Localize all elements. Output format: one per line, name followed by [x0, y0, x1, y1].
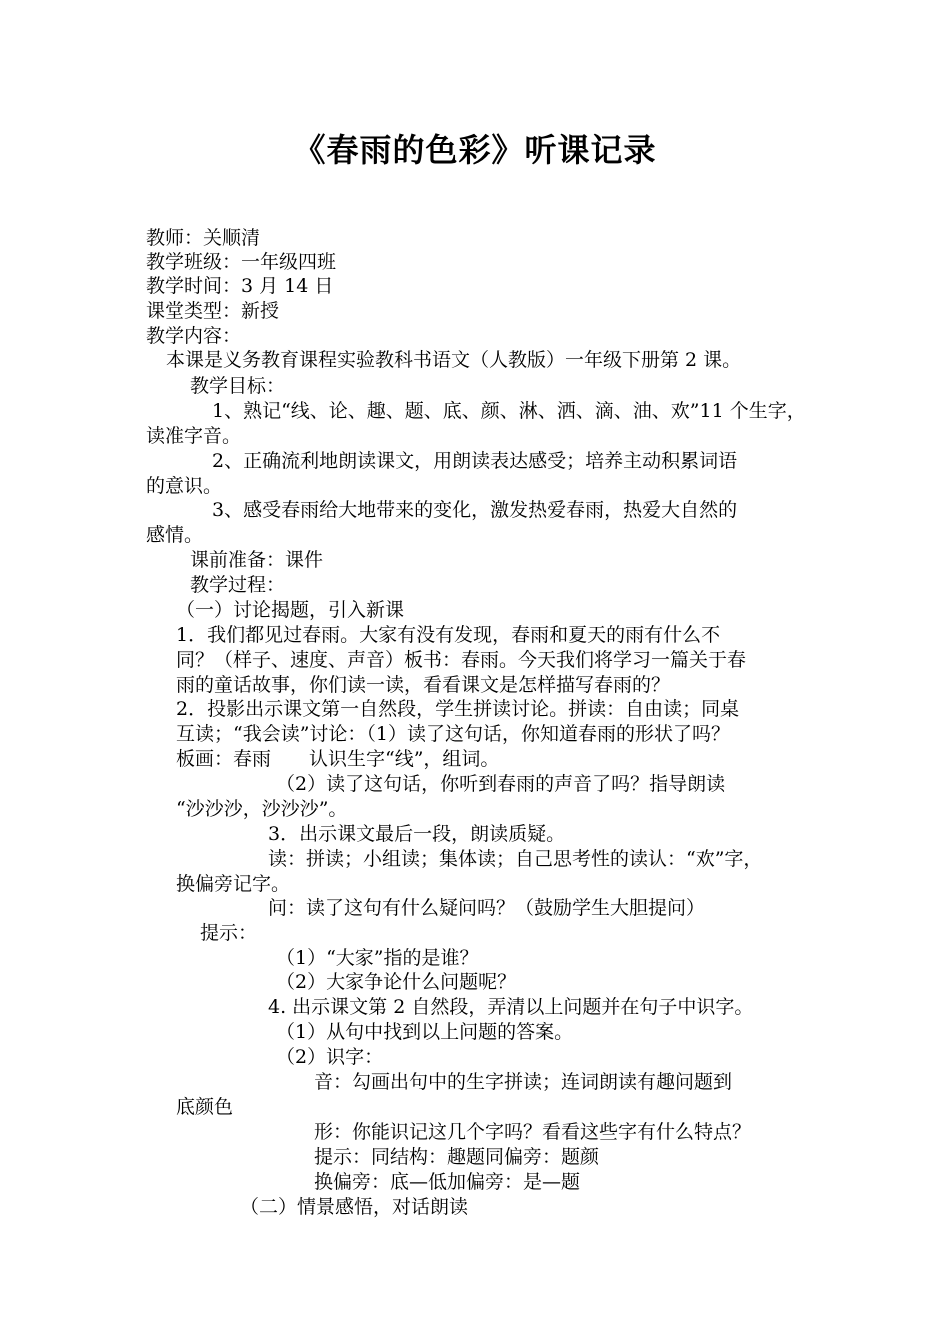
step-4-sub-2: （2）识字：	[276, 1046, 384, 1068]
goal-1-cont: 读准字音。	[146, 425, 242, 447]
radical-hint: 换偏旁：底—低加偏旁：是—题	[314, 1171, 581, 1193]
step-4-line: 4. 出示课文第 2 自然段，弄清以上问题并在句子中识字。	[268, 996, 754, 1018]
goal-3: 3、感受春雨给大地带来的变化，激发热爱春雨，热爱大自然的	[212, 499, 738, 521]
content-text: 本课是义务教育课程实验教科书语文（人教版）一年级下册第 2 课。	[166, 349, 742, 371]
step-2-line-4: （2）读了这句话，你听到春雨的声音了吗？指导朗读	[276, 773, 726, 795]
goal-2-cont: 的意识。	[146, 475, 223, 497]
shape-line: 形：你能识记这几个字吗？看看这些字有什么特点？	[314, 1121, 752, 1143]
time-line: 教学时间：3 月 14 日	[146, 275, 334, 297]
sound-line: 音：勾画出句中的生字拼读；连词朗读有趣问题到	[314, 1071, 733, 1093]
step-2-line-5: “沙沙沙，沙沙沙”。	[176, 798, 348, 820]
teacher-line: 教师：关顺清	[146, 227, 261, 249]
hint-1: （1）“大家”指的是谁？	[276, 947, 479, 969]
step-4-sub-1: （1）从句中找到以上问题的答案。	[276, 1021, 574, 1043]
step-3-line-1: 3．出示课文最后一段，朗读质疑。	[268, 823, 566, 845]
step-2-line-3: 板画：春雨 认识生字“线”，组词。	[176, 748, 500, 770]
step-3-line-3: 换偏旁记字。	[176, 873, 291, 895]
preparation-line: 课前准备：课件	[190, 549, 324, 571]
step-1-line-2: 同？（样子、速度、声音）板书：春雨。今天我们将学习一篇关于春	[176, 649, 747, 671]
step-3-question: 问：读了这句有什么疑问吗？（鼓励学生大胆提问）	[268, 897, 706, 919]
content-heading: 教学内容：	[146, 325, 242, 347]
sound-line-cont: 底颜色	[176, 1096, 234, 1118]
step-2-line-1: 2．投影出示课文第一自然段，学生拼读讨论。拼读：自由读；同桌	[176, 698, 740, 720]
goal-1: 1、熟记“线、论、趣、题、底、颜、淋、洒、滴、油、欢”11 个生字，	[212, 400, 806, 422]
goal-2: 2、正确流利地朗读课文，用朗读表达感受；培养主动积累词语	[212, 450, 738, 472]
structure-hint: 提示：同结构：趣题同偏旁：题颜	[314, 1146, 600, 1168]
section-2-heading: （二）情景感悟，对话朗读	[240, 1196, 469, 1218]
process-heading: 教学过程：	[190, 574, 286, 596]
class-line: 教学班级：一年级四班	[146, 251, 337, 273]
document-title: 《春雨的色彩》听课记录	[293, 131, 657, 169]
step-1-line-3: 雨的童话故事，你们读一读，看看课文是怎样描写春雨的？	[176, 674, 671, 696]
goals-heading: 教学目标：	[190, 375, 286, 397]
step-3-line-2: 读：拼读；小组读；集体读；自己思考性的读认：“欢”字，	[268, 848, 763, 870]
section-1-heading: （一）讨论揭题，引入新课	[176, 599, 405, 621]
step-1-line-1: 1．我们都见过春雨。大家有没有发现，春雨和夏天的雨有什么不	[176, 624, 721, 646]
step-2-line-2: 互读；“我会读”讨论：（1）读了这句话，你知道春雨的形状了吗？	[176, 723, 731, 745]
lesson-type-line: 课堂类型：新授	[146, 300, 280, 322]
goal-3-cont: 感情。	[146, 524, 204, 546]
hint-heading: 提示：	[200, 922, 258, 944]
hint-2: （2）大家争论什么问题呢？	[276, 971, 517, 993]
